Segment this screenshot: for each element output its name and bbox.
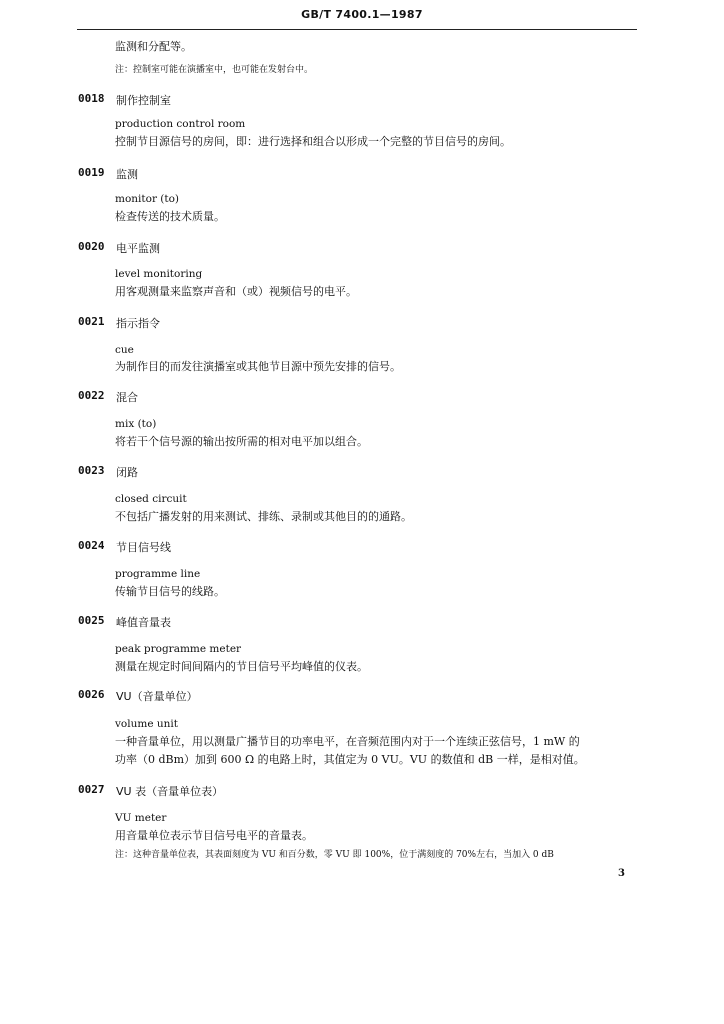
- term-english: mix (to): [115, 418, 157, 430]
- term-definition: 检查传送的技术质量。: [115, 210, 225, 223]
- term-definition: 不包括广播发射的用来测试、排练、录制或其他目的的通路。: [115, 510, 412, 523]
- term-english: programme line: [115, 568, 201, 580]
- term-title: 节目信号线: [116, 541, 171, 554]
- continued-text: 监测和分配等。: [115, 40, 192, 53]
- header-rule: [77, 29, 637, 30]
- term-definition: 传输节目信号的线路。: [115, 585, 225, 598]
- term-definition: 用音量单位表示节目信号电平的音量表。: [115, 829, 313, 842]
- term-definition: 一种音量单位，用以测量广播节目的功率电平，在音频范围内对于一个连续正弦信号，1 mW 的: [115, 735, 580, 748]
- term-english: level monitoring: [115, 268, 203, 280]
- term-title: 混合: [116, 391, 138, 404]
- term-title: VU 表（音量单位表）: [116, 785, 224, 798]
- standard-header: GB/T 7400.1—1987: [301, 8, 423, 21]
- term-number: 0025: [78, 614, 105, 627]
- term-title: VU（音量单位）: [116, 690, 198, 703]
- term-definition-cont: 功率（0 dBm）加到 600 Ω 的电路上时，其值定为 0 VU。VU 的数值和 dB 一样，是相对值。: [115, 753, 585, 766]
- term-title: 监测: [116, 168, 138, 181]
- term-english: cue: [115, 344, 134, 356]
- term-title: 闭路: [116, 466, 138, 479]
- term-english: monitor (to): [115, 193, 180, 205]
- term-english: production control room: [115, 118, 246, 130]
- term-number: 0021: [78, 315, 105, 328]
- term-number: 0019: [78, 166, 105, 179]
- term-definition: 为制作目的而发往演播室或其他节目源中预先安排的信号。: [115, 360, 401, 373]
- term-english: closed circuit: [115, 493, 187, 505]
- term-english: peak programme meter: [115, 643, 242, 655]
- term-english: volume unit: [115, 718, 178, 730]
- term-english: VU meter: [115, 812, 167, 824]
- term-title: 指示指令: [116, 317, 160, 330]
- term-definition: 将若干个信号源的输出按所需的相对电平加以组合。: [115, 435, 368, 448]
- term-title: 峰值音量表: [116, 616, 171, 629]
- vu-meter-note: 注：这种音量单位表，其表面刻度为 VU 和百分数，零 VU 即 100%，位于满刻度的 70%左右，当加入 0 dB: [115, 850, 554, 860]
- term-number: 0018: [78, 92, 105, 105]
- control-room-note: 注：控制室可能在演播室中，也可能在发射台中。: [115, 65, 314, 75]
- term-number: 0027: [78, 783, 105, 796]
- term-number: 0020: [78, 240, 105, 253]
- term-number: 0026: [78, 688, 105, 701]
- term-definition: 测量在规定时间间隔内的节目信号平均峰值的仪表。: [115, 660, 368, 673]
- term-definition: 用客观测量来监察声音和（或）视频信号的电平。: [115, 285, 357, 298]
- term-number: 0023: [78, 464, 105, 477]
- term-definition: 控制节目源信号的房间，即：进行选择和组合以形成一个完整的节目信号的房间。: [115, 135, 511, 148]
- term-title: 制作控制室: [116, 94, 171, 107]
- term-number: 0022: [78, 389, 105, 402]
- page-number: 3: [618, 868, 625, 879]
- term-number: 0024: [78, 539, 105, 552]
- term-title: 电平监测: [116, 242, 160, 255]
